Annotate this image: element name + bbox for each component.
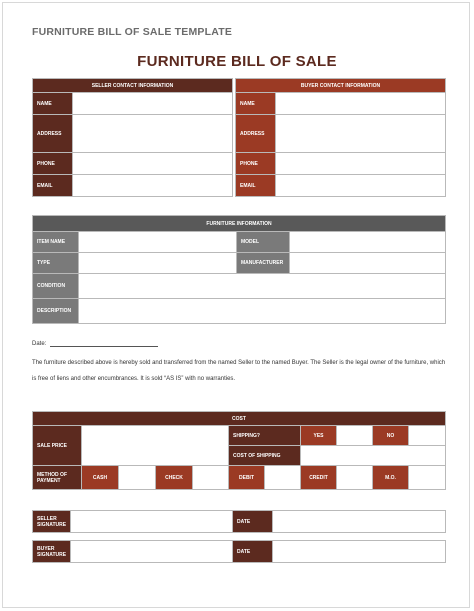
payment-cash-option[interactable]: CASH (82, 466, 119, 490)
seller-name-label: NAME (33, 93, 73, 115)
main-title: FURNITURE BILL OF SALE (137, 53, 337, 70)
buyer-name-field[interactable] (276, 93, 446, 115)
seller-date-field[interactable] (273, 511, 446, 533)
buyer-signature-label: BUYER SIGNATURE (33, 541, 71, 563)
buyer-name-label: NAME (236, 93, 276, 115)
buyer-signature-field[interactable] (71, 541, 233, 563)
sale-price-label: SALE PRICE (33, 426, 82, 466)
payment-mo-box[interactable] (409, 466, 446, 490)
shipping-no-box[interactable] (409, 426, 446, 446)
buyer-contact-header: BUYER CONTACT INFORMATION (236, 79, 446, 93)
buyer-phone-label: PHONE (236, 153, 276, 175)
buyer-signature-table (32, 540, 446, 563)
buyer-contact-table (235, 78, 446, 197)
template-title: FURNITURE BILL OF SALE TEMPLATE (32, 26, 233, 38)
model-label: MODEL (237, 232, 290, 253)
type-field[interactable] (79, 253, 237, 274)
seller-signature-field[interactable] (71, 511, 233, 533)
item-name-label: ITEM NAME (33, 232, 79, 253)
sale-statement: The furniture described above is hereby sold and transferred from the named Seller to the named Buyer. The Seller is the legal owner of the furniture, which is free of liens and other encumbrances. It is sold “AS IS” with no warranties. (32, 360, 446, 382)
payment-mo-option[interactable]: M.O. (373, 466, 409, 490)
buyer-phone-field[interactable] (276, 153, 446, 175)
buyer-date-field[interactable] (273, 541, 446, 563)
cost-of-shipping-label: COST OF SHIPPING (229, 446, 301, 466)
cost-of-shipping-field[interactable] (301, 446, 446, 466)
seller-address-field[interactable] (73, 115, 233, 153)
date-underline[interactable] (50, 340, 158, 347)
payment-debit-option[interactable]: DEBIT (229, 466, 265, 490)
date-line (32, 340, 158, 347)
furniture-info-header: FURNITURE INFORMATION (33, 216, 446, 232)
seller-signature-label: SELLER SIGNATURE (33, 511, 71, 533)
seller-contact-header: SELLER CONTACT INFORMATION (33, 79, 233, 93)
buyer-address-label: ADDRESS (236, 115, 276, 153)
cost-table (32, 411, 446, 490)
manufacturer-label: MANUFACTURER (237, 253, 290, 274)
seller-name-field[interactable] (73, 93, 233, 115)
payment-check-option[interactable]: CHECK (156, 466, 193, 490)
seller-contact-table (32, 78, 233, 197)
seller-email-field[interactable] (73, 175, 233, 197)
manufacturer-field[interactable] (290, 253, 446, 274)
buyer-email-label: EMAIL (236, 175, 276, 197)
shipping-no-option[interactable]: NO (373, 426, 409, 446)
payment-cash-box[interactable] (119, 466, 156, 490)
shipping-label: SHIPPING? (229, 426, 301, 446)
buyer-email-field[interactable] (276, 175, 446, 197)
seller-signature-table (32, 510, 446, 533)
payment-check-box[interactable] (193, 466, 229, 490)
description-field[interactable] (79, 299, 446, 324)
description-label: DESCRIPTION (33, 299, 79, 324)
cost-header: COST (33, 412, 446, 426)
shipping-yes-option[interactable]: YES (301, 426, 337, 446)
condition-label: CONDITION (33, 274, 79, 299)
seller-phone-field[interactable] (73, 153, 233, 175)
payment-credit-box[interactable] (337, 466, 373, 490)
sale-price-field[interactable] (82, 426, 229, 466)
type-label: TYPE (33, 253, 79, 274)
date-label: Date: (32, 341, 47, 347)
model-field[interactable] (290, 232, 446, 253)
seller-email-label: EMAIL (33, 175, 73, 197)
shipping-yes-box[interactable] (337, 426, 373, 446)
buyer-date-label: DATE (233, 541, 273, 563)
seller-address-label: ADDRESS (33, 115, 73, 153)
payment-credit-option[interactable]: CREDIT (301, 466, 337, 490)
seller-date-label: DATE (233, 511, 273, 533)
seller-phone-label: PHONE (33, 153, 73, 175)
payment-debit-box[interactable] (265, 466, 301, 490)
item-name-field[interactable] (79, 232, 237, 253)
buyer-address-field[interactable] (276, 115, 446, 153)
method-of-payment-label: METHOD OF PAYMENT (33, 466, 82, 490)
furniture-info-table (32, 215, 446, 324)
condition-field[interactable] (79, 274, 446, 299)
